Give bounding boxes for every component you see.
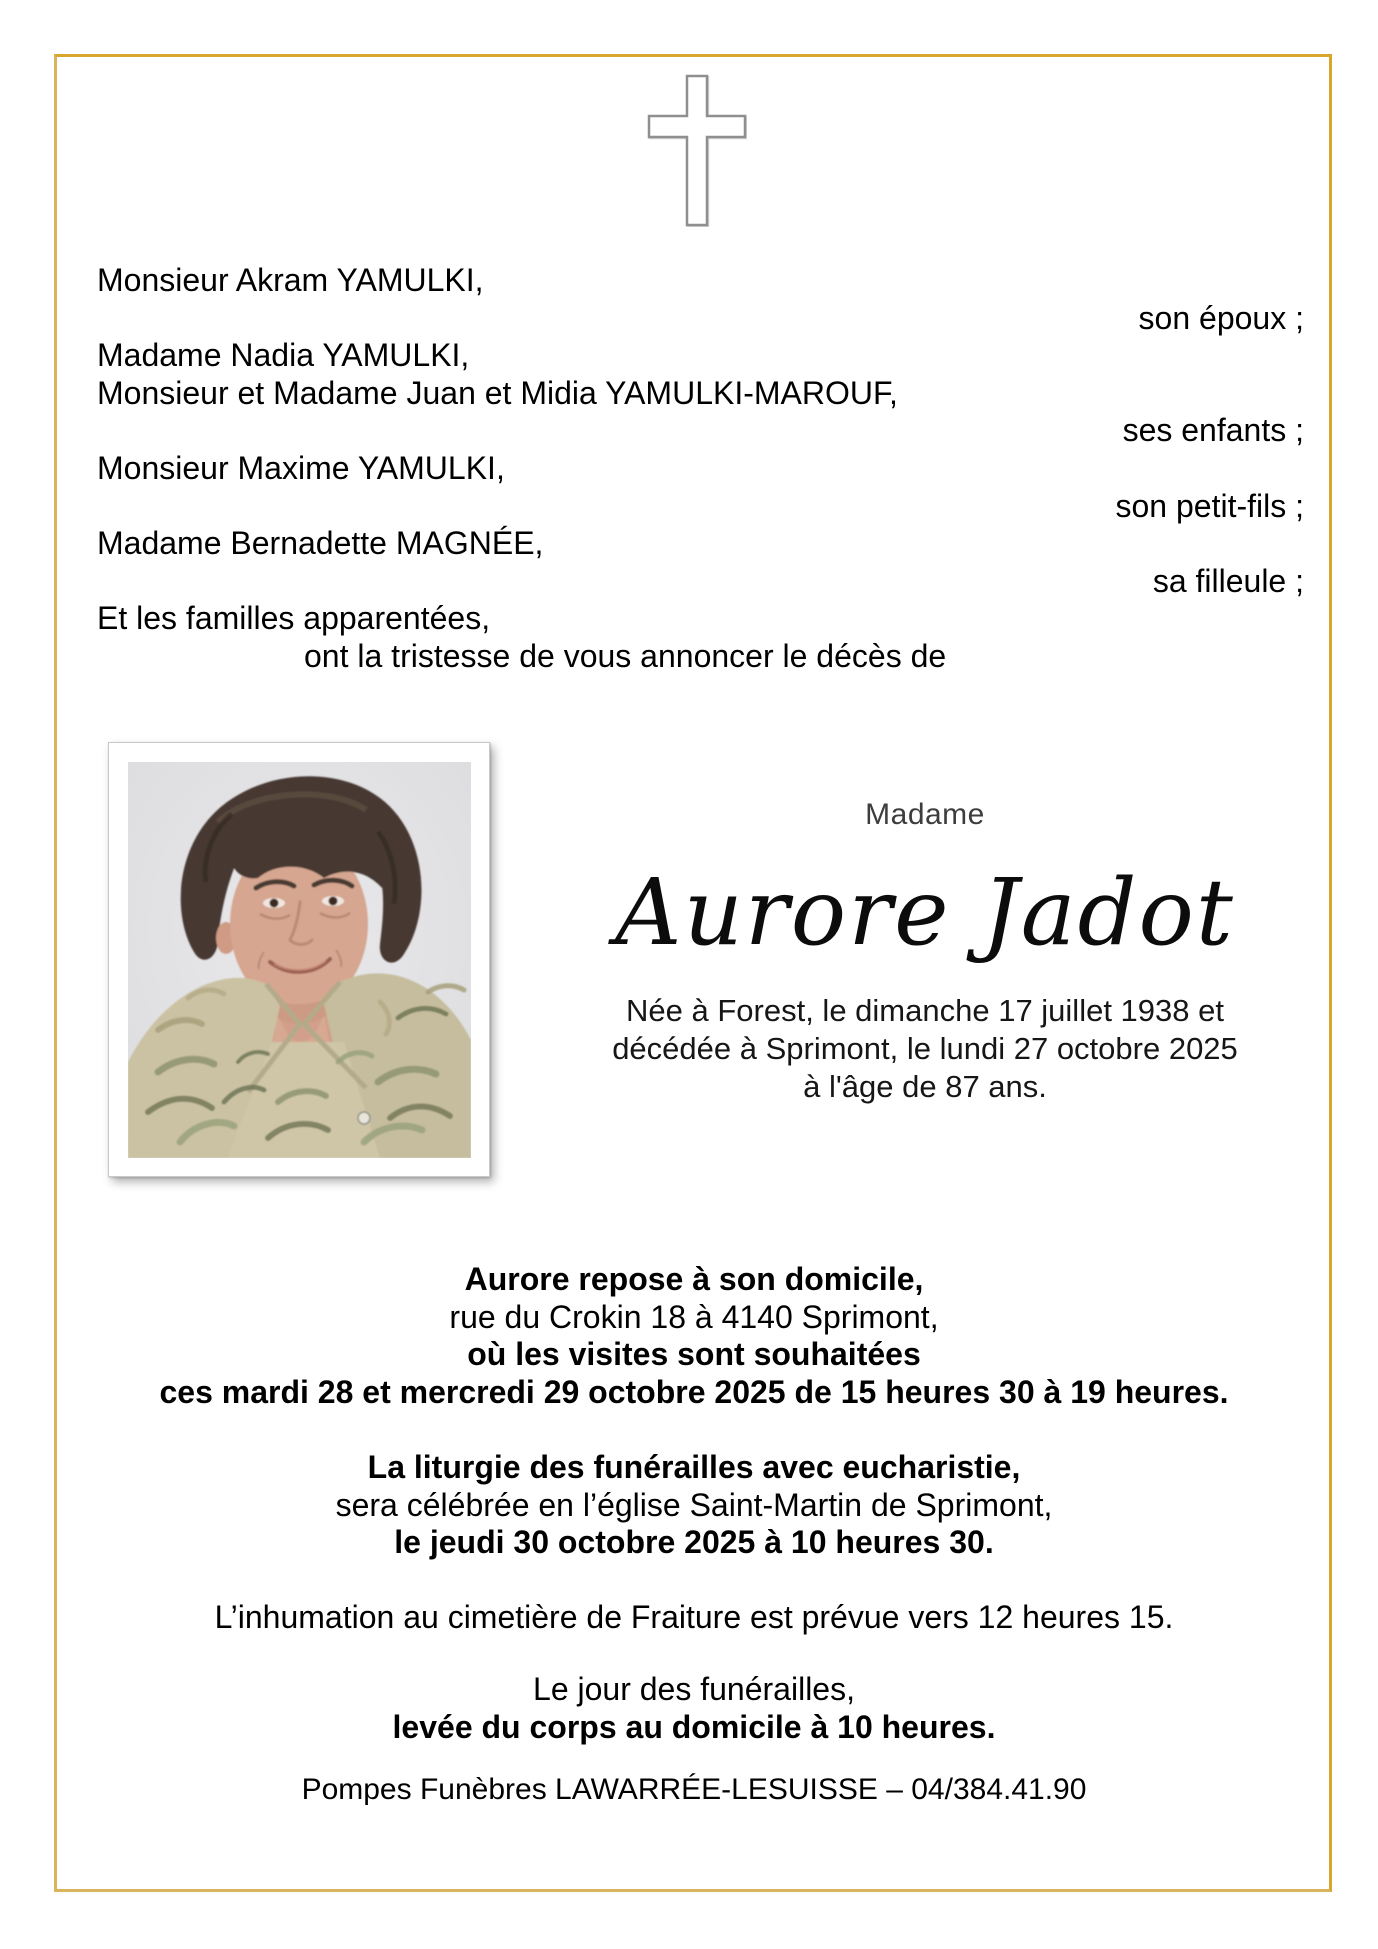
liturgy-line: La liturgie des funérailles avec eucharistie, xyxy=(367,1449,1021,1485)
wake-line: ces mardi 28 et mercredi 29 octobre 2025 de 15 heures 30 à 19 heures. xyxy=(159,1373,1229,1410)
mourner-name: Et les familles apparentées, xyxy=(97,600,491,637)
wake-line: Aurore repose à son domicile, xyxy=(464,1261,924,1297)
liturgy-line: le jeudi 30 octobre 2025 à 10 heures 30. xyxy=(394,1524,994,1560)
birth-line: Née à Forest, le dimanche 17 juillet 1938 et xyxy=(626,992,1224,1028)
deceased-title: Madame xyxy=(865,798,985,831)
relation-label: son époux ; xyxy=(1138,299,1304,336)
mourner-name: Monsieur et Madame Juan et Midia YAMULKI-MAROUF, xyxy=(97,374,898,411)
wake-line: rue du Crokin 18 à 4140 Sprimont, xyxy=(449,1298,939,1335)
wake-section xyxy=(57,1261,1331,1411)
portrait-illustration xyxy=(128,762,471,1158)
liturgy-section xyxy=(57,1449,1331,1562)
mourner-name: Monsieur Akram YAMULKI, xyxy=(97,262,484,298)
mourner-name: Madame Nadia YAMULKI, xyxy=(97,337,470,374)
wake-line: où les visites sont souhaitées xyxy=(467,1336,921,1372)
announcement-sentence: ont la tristesse de vous annoncer le décès de xyxy=(304,637,947,674)
relation-label: sa filleule ; xyxy=(1152,562,1304,599)
liturgy-line: sera célébrée en l’église Saint-Martin de Sprimont, xyxy=(335,1486,1053,1523)
relation-label: son petit-fils ; xyxy=(1115,487,1304,524)
funeral-day-line: Le jour des funérailles, xyxy=(533,1671,855,1707)
cross-icon xyxy=(647,74,747,227)
burial-section xyxy=(57,1599,1331,1637)
deceased-name: Aurore Jadot xyxy=(615,859,1235,966)
deceased-identity xyxy=(520,742,1330,1106)
age-line: à l'âge de 87 ans. xyxy=(803,1068,1047,1104)
portrait-photo xyxy=(108,742,490,1177)
death-line: décédée à Sprimont, le lundi 27 octobre 2025 xyxy=(612,1030,1238,1066)
burial-line: L’inhumation au cimetière de Fraiture est prévue vers 12 heures 15. xyxy=(214,1599,1174,1635)
mourners-list xyxy=(97,262,1306,676)
funeral-day-line: levée du corps au domicile à 10 heures. xyxy=(392,1708,996,1745)
life-details xyxy=(520,992,1330,1106)
mourner-name: Monsieur Maxime YAMULKI, xyxy=(97,449,505,486)
funeral-home-text: Pompes Funèbres LAWARRÉE-LESUISSE – 04/384.41.90 xyxy=(301,1773,1087,1806)
funeral-day-section xyxy=(57,1671,1331,1746)
mourner-name: Madame Bernadette MAGNÉE, xyxy=(97,525,544,562)
funeral-home-footer xyxy=(57,1771,1331,1809)
relation-label: ses enfants ; xyxy=(1122,412,1304,449)
